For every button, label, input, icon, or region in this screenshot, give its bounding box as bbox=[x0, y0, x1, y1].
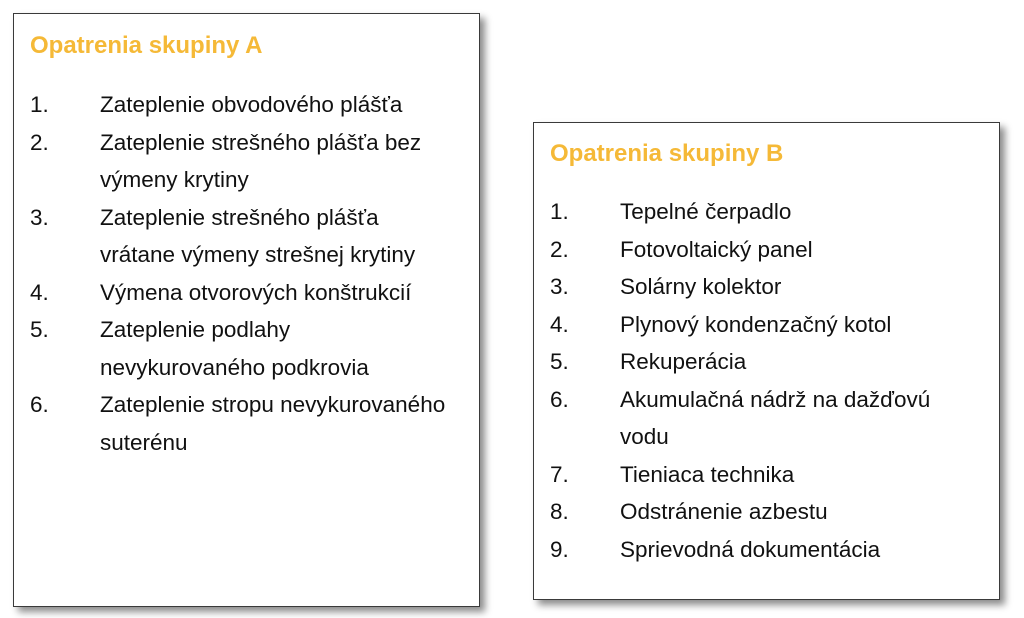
list-item-text: Akumulačná nádrž na dažďovú vodu bbox=[620, 386, 931, 449]
list-item-number: 1. bbox=[30, 92, 49, 117]
list-item-text: Výmena otvorových konštrukcií bbox=[100, 279, 412, 305]
list-item bbox=[550, 456, 990, 494]
list-item-text: Odstránenie azbestu bbox=[620, 499, 828, 524]
list-item-number: 7. bbox=[550, 461, 569, 487]
list-item bbox=[550, 531, 990, 569]
group-b-box bbox=[533, 122, 1000, 600]
list-item-number: 2. bbox=[30, 129, 49, 155]
list-item bbox=[550, 343, 990, 381]
list-item bbox=[550, 193, 990, 231]
group-a-box bbox=[13, 13, 480, 607]
list-item-text: Zateplenie stropu nevykurovaného suterénu bbox=[100, 392, 446, 455]
list-item-number: 3. bbox=[30, 204, 49, 230]
list-item-text: Tieniaca technika bbox=[620, 461, 795, 487]
group-a-list bbox=[30, 86, 470, 461]
list-item bbox=[30, 274, 470, 312]
list-item-text: Fotovoltaický panel bbox=[620, 236, 813, 262]
group-b-list bbox=[550, 193, 990, 568]
list-item-number: 4. bbox=[550, 311, 569, 337]
list-item-number: 5. bbox=[30, 317, 49, 342]
list-item-number: 9. bbox=[550, 536, 569, 562]
list-item-number: 3. bbox=[550, 274, 569, 299]
list-item-text: Rekuperácia bbox=[620, 349, 747, 374]
list-item-number: 6. bbox=[550, 386, 569, 412]
list-item bbox=[30, 386, 470, 461]
list-item-text: Zateplenie podlahy nevykurovaného podkrovia bbox=[100, 317, 369, 380]
list-item-number: 6. bbox=[30, 392, 49, 417]
list-item bbox=[550, 231, 990, 269]
list-item-text: Zateplenie strešného plášťa vrátane výmeny strešnej krytiny bbox=[100, 204, 416, 267]
list-item-number: 4. bbox=[30, 279, 49, 305]
list-item-text: Tepelné čerpadlo bbox=[620, 199, 792, 224]
list-item bbox=[30, 124, 470, 199]
list-item bbox=[30, 86, 470, 124]
list-item bbox=[550, 268, 990, 306]
list-item-number: 5. bbox=[550, 349, 569, 374]
list-item-number: 8. bbox=[550, 499, 569, 524]
list-item bbox=[30, 311, 470, 386]
list-item bbox=[30, 199, 470, 274]
list-item-text: Plynový kondenzačný kotol bbox=[620, 311, 892, 337]
list-item-text: Sprievodná dokumentácia bbox=[620, 536, 881, 562]
list-item bbox=[550, 381, 990, 456]
group-a-title: Opatrenia skupiny A bbox=[30, 32, 263, 59]
group-b-title: Opatrenia skupiny B bbox=[550, 140, 784, 167]
list-item bbox=[550, 493, 990, 531]
list-item-text: Solárny kolektor bbox=[620, 274, 782, 299]
list-item bbox=[550, 306, 990, 344]
list-item-number: 2. bbox=[550, 236, 569, 262]
list-item-number: 1. bbox=[550, 199, 569, 224]
list-item-text: Zateplenie strešného plášťa bez výmeny krytiny bbox=[100, 129, 422, 192]
list-item-text: Zateplenie obvodového plášťa bbox=[100, 92, 403, 117]
